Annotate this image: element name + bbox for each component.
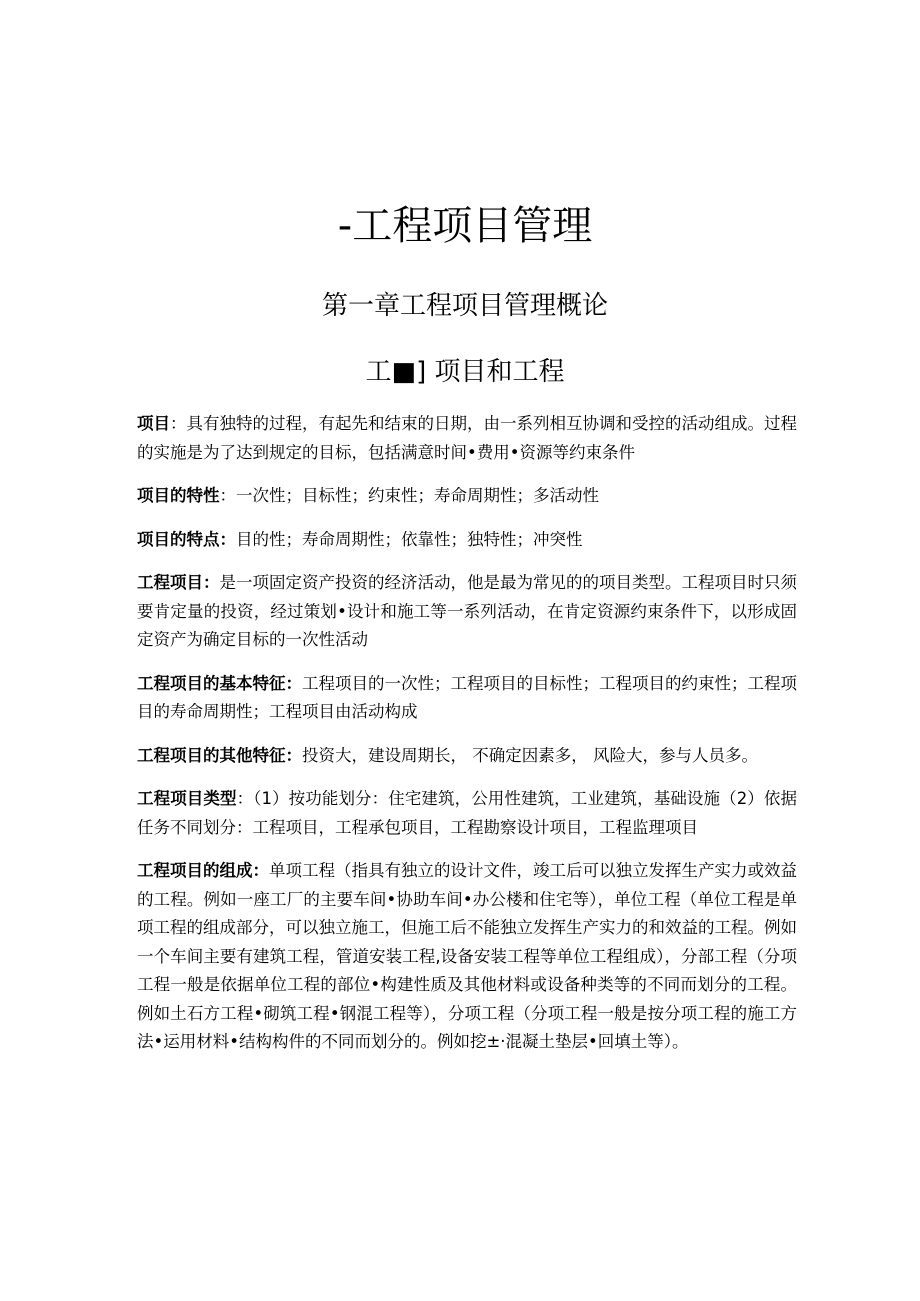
term-label: 项目的特性	[137, 486, 220, 505]
chapter-title: 第一章工程项目管理概论	[321, 291, 608, 321]
paragraph-text: ：具有独特的过程，有起先和结束的日期，由一系列相互协调和受控的活动组成。过程的实施是为了达到规定的目标，包括满意时间•费用•资源等约束条件	[137, 414, 797, 462]
term-label: 工程项目：	[137, 573, 220, 592]
term-label: 项目	[137, 414, 170, 433]
paragraph-project-types	[137, 785, 797, 842]
document-title: -工程项目管理	[337, 203, 593, 249]
paragraph-text: 工程项目的一次性；工程项目的目标性；工程项目的约束性；工程项目的寿命周期性；工程项目由活动构成	[137, 673, 797, 721]
paragraph-text: 是一项固定资产投资的经济活动，他是最为常见的的项目类型。工程项目时只须要肯定量的投资，经过策划•设计和施工等一系列活动，在肯定资源约束条件下，以形成固定资产为确定目标的一次性活动	[137, 573, 797, 649]
paragraph-engineering-project	[137, 569, 797, 655]
paragraph-text: 目的性；寿命周期性；依靠性；独特性；冲突性	[236, 529, 583, 549]
paragraph-project	[137, 410, 797, 467]
paragraph-basic-characteristics	[137, 670, 797, 727]
paragraph-text: 投资大，建设周期长， 不确定因素多， 风险大，参与人员多。	[302, 745, 758, 765]
term-label: 工程项目的基本特征：	[137, 673, 302, 693]
paragraph-text: 单项工程（指具有独立的设计文件，竣工后可以独立发挥生产实力或效益的工程。例如一座工厂的主要车间•协助车间•办公楼和住宅等），单位工程（单位工程是单项工程的组成部分，可以独立施工，但施工后不能独立发挥生产实力的和效益的工程。例如一个车间主要有建筑工程，管道安装工程,设备安装工程等单位工程组成），分部工程（分项工程一般是依据单位工程的部位•构建性质及其他材料或设备种类等的不同而划分的工程。例如土石方工程•砌筑工程•钢混工程等），分项工程（分项工程一般是按分项工程的施工方法•运用材料•结构构件的不同而划分的。例如挖±·混凝土垫层•回填土等）。	[137, 861, 797, 1051]
paragraph-text: ：（1）按功能划分：住宅建筑，公用性建筑，工业建筑，基础设施（2）依据任务不同划分：工程项目，工程承包项目，工程勘察设计项目，工程监理项目	[137, 789, 797, 837]
term-label: 工程项目的组成：	[137, 861, 269, 880]
term-label: 工程项目类型	[137, 789, 237, 808]
term-label: 工程项目的其他特征：	[137, 745, 302, 765]
paragraph-project-composition	[137, 857, 797, 1057]
paragraph-other-characteristics	[137, 742, 797, 771]
paragraph-project-features	[137, 526, 797, 555]
paragraph-text: ：一次性；目标性；约束性；寿命周期性；多活动性	[219, 486, 599, 505]
document-body	[137, 410, 797, 1072]
section-title: 工■] 项目和工程	[365, 357, 565, 387]
paragraph-project-properties	[137, 482, 797, 511]
term-label: 项目的特点：	[137, 529, 236, 549]
